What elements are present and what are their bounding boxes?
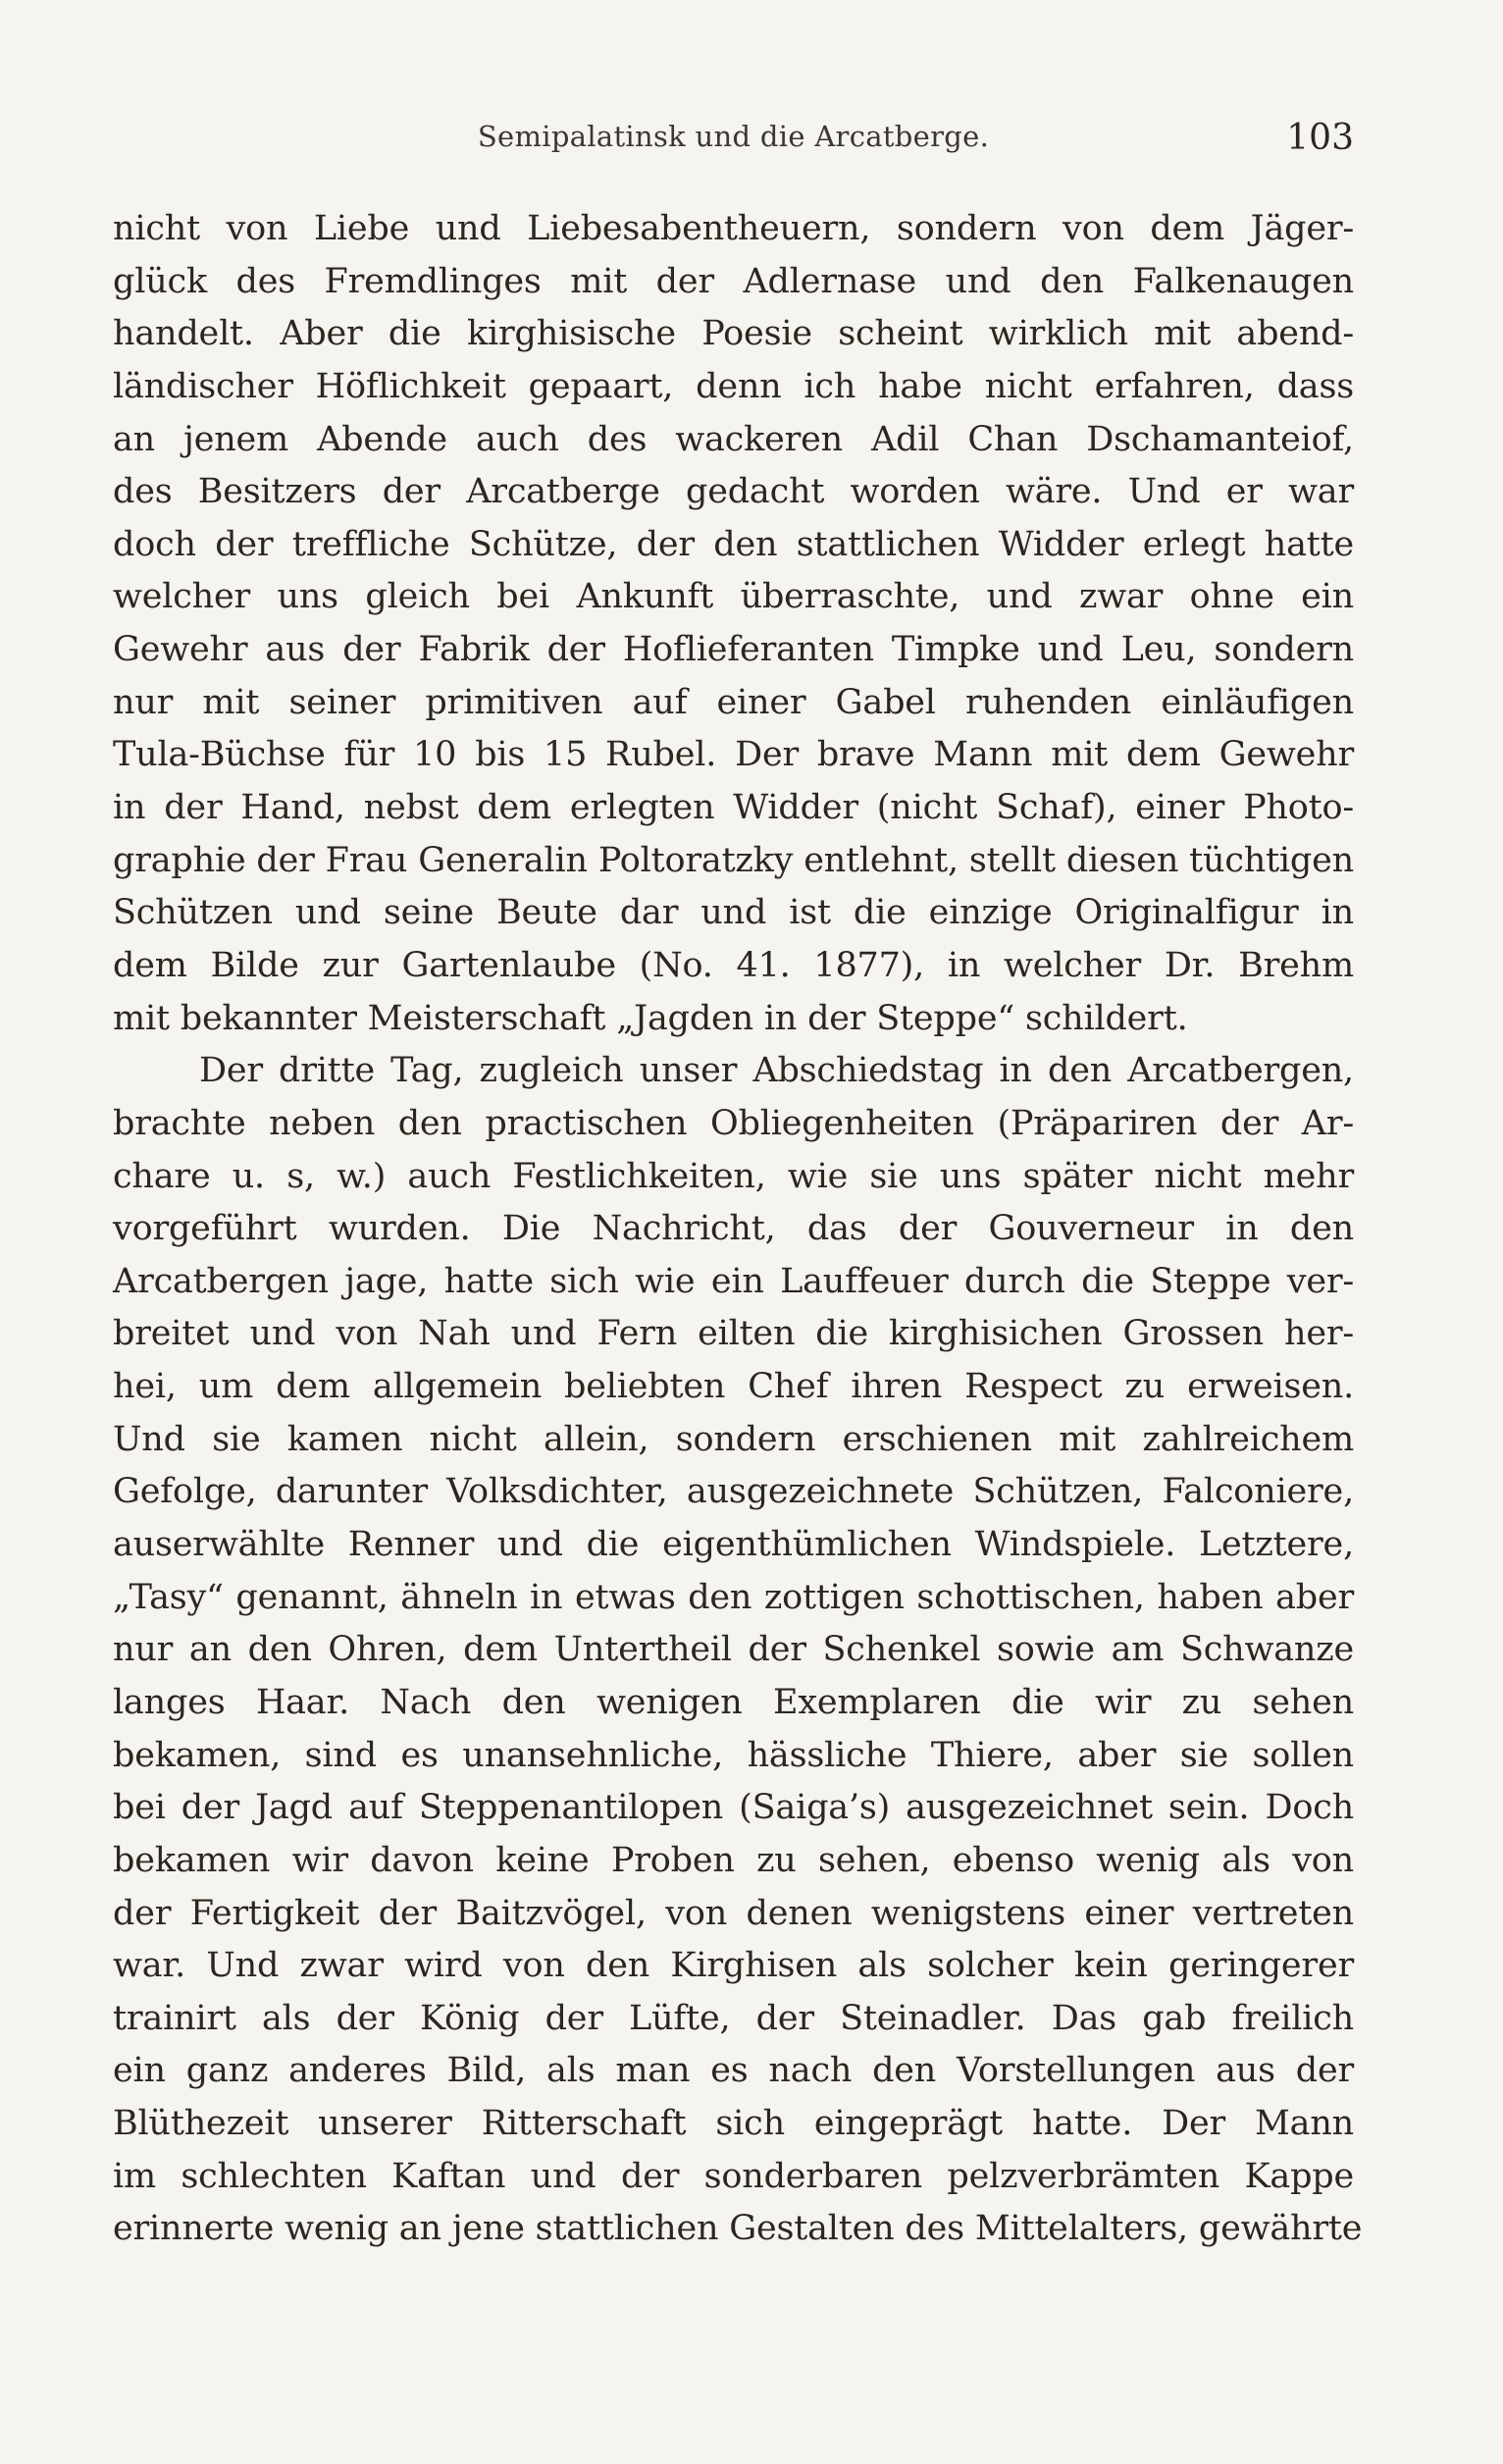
paragraph-start-line: Der dritte Tag, zugleich unser Abschiedstag in den Arcatbergen, — [199, 1051, 1354, 1091]
text-line: an jenem Abende auch des wackeren Adil Chan Dschamanteiof, — [113, 419, 1354, 459]
text-line: Gefolge, darunter Volksdichter, ausgezeichnete Schützen, Falconiere, — [113, 1472, 1354, 1512]
text-line: im schlechten Kaftan und der sonderbaren pelzverbrämten Kappe — [113, 2156, 1354, 2196]
text-line: doch der treffliche Schütze, der den stattlichen Widder erlegt hatte — [113, 524, 1354, 564]
text-line: ländischer Höflichkeit gepaart, denn ich habe nicht erfahren, dass — [113, 366, 1354, 406]
text-line: nur mit seiner primitiven auf einer Gabel ruhenden einläufigen — [113, 682, 1354, 722]
text-line: Arcatbergen jage, hatte sich wie ein Lauffeuer durch die Steppe ver- — [113, 1261, 1354, 1301]
text-line: breitet und von Nah und Fern eilten die kirghisichen Grossen her- — [113, 1314, 1354, 1354]
text-line: Blüthezeit unserer Ritterschaft sich eingeprägt hatte. Der Mann — [113, 2104, 1354, 2144]
text-line: Und sie kamen nicht allein, sondern erschienen mit zahlreichem — [113, 1419, 1354, 1459]
text-line: bekamen, sind es unansehnliche, hässliche Thiere, aber sie sollen — [113, 1735, 1354, 1775]
text-line: chare u. s, w.) auch Festlichkeiten, wie sie uns später nicht mehr — [113, 1156, 1354, 1196]
text-line: graphie der Frau Generalin Poltoratzky entlehnt, stellt diesen tüchtigen — [113, 840, 1354, 880]
text-line: glück des Fremdlinges mit der Adlernase und den Falkenaugen — [113, 261, 1354, 301]
text-line: handelt. Aber die kirghisische Poesie scheint wirklich mit abend- — [113, 314, 1354, 354]
text-line: dem Bilde zur Gartenlaube (No. 41. 1877), in welcher Dr. Brehm — [113, 945, 1354, 985]
text-line: nur an den Ohren, dem Untertheil der Schenkel sowie am Schwanze — [113, 1630, 1354, 1670]
text-line: der Fertigkeit der Baitzvögel, von denen wenigstens einer vertreten — [113, 1893, 1354, 1933]
text-line: brachte neben den practischen Obliegenheiten (Präpariren der Ar- — [113, 1103, 1354, 1143]
text-line: auserwählte Renner und die eigenthümlichen Windspiele. Letztere, — [113, 1525, 1354, 1565]
text-line: bei der Jagd auf Steppenantilopen (Saiga’s) ausgezeichnet sein. Doch — [113, 1788, 1354, 1828]
body-text — [113, 203, 1363, 2256]
text-line: hei, um dem allgemein beliebten Chef ihren Respect zu erweisen. — [113, 1367, 1354, 1407]
running-title: Semipalatinsk und die Arcatberge. — [477, 120, 990, 153]
running-header — [113, 120, 1354, 169]
text-line: des Besitzers der Arcatberge gedacht worden wäre. Und er war — [113, 472, 1354, 512]
text-line: vorgeführt wurden. Die Nachricht, das der Gouverneur in den — [113, 1209, 1354, 1249]
text-line: erinnerte wenig an jene stattlichen Gestalten des Mittelalters, gewährte — [113, 2209, 1363, 2249]
text-line: langes Haar. Nach den wenigen Exemplaren die wir zu sehen — [113, 1682, 1354, 1722]
text-line: Gewehr aus der Fabrik der Hoflieferanten Timpke und Leu, sondern — [113, 630, 1354, 670]
paragraph-end-line: mit bekannter Meisterschaft „Jagden in der Steppe“ schildert. — [113, 998, 1188, 1038]
text-line: ein ganz anderes Bild, als man es nach den Vorstellungen aus der — [113, 2051, 1354, 2091]
text-line: bekamen wir davon keine Proben zu sehen, ebenso wenig als von — [113, 1840, 1354, 1880]
text-line: Schützen und seine Beute dar und ist die einzige Originalfigur in — [113, 893, 1354, 933]
text-line: trainirt als der König der Lüfte, der Steinadler. Das gab freilich — [113, 1998, 1354, 2038]
text-line: war. Und zwar wird von den Kirghisen als solcher kein geringerer — [113, 1946, 1354, 1986]
text-line: Tula-Büchse für 10 bis 15 Rubel. Der brave Mann mit dem Gewehr — [113, 735, 1354, 775]
text-line: „Tasy“ genannt, ähneln in etwas den zottigen schottischen, haben aber — [113, 1577, 1354, 1617]
text-line: nicht von Liebe und Liebesabentheuern, sondern von dem Jäger- — [113, 209, 1354, 248]
text-line: welcher uns gleich bei Ankunft überraschte, und zwar ohne ein — [113, 577, 1354, 617]
page-number: 103 — [1286, 118, 1354, 158]
text-line: in der Hand, nebst dem erlegten Widder (nicht Schaf), einer Photo- — [113, 788, 1354, 828]
